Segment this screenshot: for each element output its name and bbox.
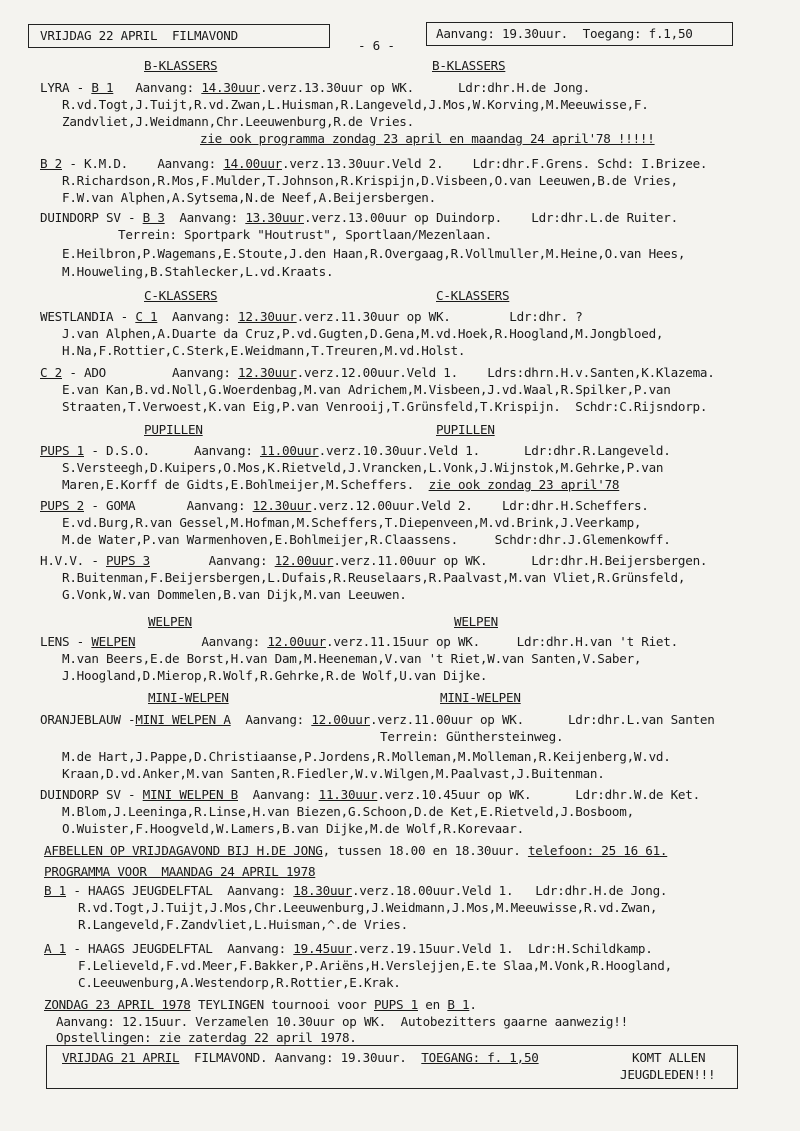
team-line: H.V.V. - PUPS 3 Aanvang: 12.00uur.verz.11.00uur op WK. Ldr:dhr.H.Beijersbergen.	[40, 553, 708, 568]
section-heading: B-KLASSERS	[144, 58, 218, 73]
players-line: F.Lelieveld,F.vd.Meer,F.Bakker,P.Ariëns,H.Verslejjen,E.te Slaa,M.Vonk,R.Hoogland,	[78, 958, 672, 973]
players-line: Straaten,T.Verwoest,K.van Eig,P.van Venrooij,T.Grünsfeld,T.Krispijn. Schdr:C.Rijsndorp.	[62, 399, 708, 414]
players-line: J.Hoogland,D.Mierop,R.Wolf,R.Gehrke,R.de Wolf,U.van Dijke.	[62, 668, 488, 683]
terrein-line: Terrein: Günthersteinweg.	[380, 729, 564, 744]
team-line: WESTLANDIA - C 1 Aanvang: 12.30uur.verz.11.30uur op WK. Ldr:dhr. ?	[40, 309, 583, 324]
players-line: M.van Beers,E.de Borst,H.van Dam,M.Heeneman,V.van 't Riet,W.van Santen,V.Saber,	[62, 651, 642, 666]
players-line: Zandvliet,J.Weidmann,Chr.Leeuwenburg,R.de Vries.	[62, 114, 414, 129]
header-right-text: Aanvang: 19.30uur. Toegang: f.1,50	[436, 26, 693, 41]
section-heading: MINI-WELPEN	[148, 690, 229, 705]
afbellen-line: AFBELLEN OP VRIJDAGAVOND BIJ H.DE JONG, tussen 18.00 en 18.30uur. telefoon: 25 16 61.	[44, 843, 668, 858]
footer-line: VRIJDAG 21 APRIL FILMAVOND. Aanvang: 19.30uur. TOEGANG: f. 1,50	[62, 1050, 539, 1065]
team-line: ORANJEBLAUW -MINI WELPEN A Aanvang: 12.00uur.verz.11.00uur op WK. Ldr:dhr.L.van Santen	[40, 712, 715, 727]
team-line: LYRA - B 1 Aanvang: 14.30uur.verz.13.30uur op WK. Ldr:dhr.H.de Jong.	[40, 80, 590, 95]
players-line: E.vd.Burg,R.van Gessel,M.Hofman,M.Scheffers,T.Diepenveen,M.vd.Brink,J.Veerkamp,	[62, 515, 642, 530]
team-line: C 2 - ADO Aanvang: 12.30uur.verz.12.00uur.Veld 1. Ldrs:dhrn.H.v.Santen,K.Klazema.	[40, 365, 715, 380]
team-line: A 1 - HAAGS JEUGDELFTAL Aanvang: 19.45uur.verz.19.15uur.Veld 1. Ldr:H.Schildkamp.	[44, 941, 653, 956]
section-heading: PUPILLEN	[144, 422, 203, 437]
section-heading: MINI-WELPEN	[440, 690, 521, 705]
footer-komt-allen: KOMT ALLEN	[632, 1050, 706, 1065]
players-line: G.Vonk,W.van Dommelen,B.van Dijk,M.van Leeuwen.	[62, 587, 407, 602]
note-line: zie ook programma zondag 23 april en maandag 24 april'78 !!!!!	[200, 131, 655, 146]
players-line: M.Blom,J.Leeninga,R.Linse,H.van Biezen,G.Schoon,D.de Ket,E.Rietveld,J.Bosboom,	[62, 804, 634, 819]
footer-jeugdleden: JEUGDLEDEN!!!	[620, 1067, 716, 1082]
team-line: B 1 - HAAGS JEUGDELFTAL Aanvang: 18.30uur.verz.18.00uur.Veld 1. Ldr:dhr.H.de Jong.	[44, 883, 668, 898]
players-line: R.vd.Togt,J.Tuijt,R.vd.Zwan,L.Huisman,R.Langeveld,J.Mos,W.Korving,M.Meeuwisse,F.	[62, 97, 649, 112]
players-line: R.vd.Togt,J.Tuijt,J.Mos,Chr.Leeuwenburg,J.Weidmann,J.Mos,M.Meeuwisse,R.vd.Zwan,	[78, 900, 658, 915]
team-line: LENS - WELPEN Aanvang: 12.00uur.verz.11.15uur op WK. Ldr:dhr.H.van 't Riet.	[40, 634, 678, 649]
zondag-line: Aanvang: 12.15uur. Verzamelen 10.30uur op WK. Autobezitters gaarne aanwezig!!	[56, 1014, 628, 1029]
players-line: R.Richardson,R.Mos,F.Mulder,T.Johnson,R.Krispijn,D.Visbeen,O.van Leeuwen,B.de Vries,	[62, 173, 678, 188]
section-heading: C-KLASSERS	[436, 288, 510, 303]
players-line: F.W.van Alphen,A.Sytsema,N.de Neef,A.Beijersbergen.	[62, 190, 436, 205]
team-line: B 2 - K.M.D. Aanvang: 14.00uur.verz.13.30uur.Veld 2. Ldr:dhr.F.Grens. Schd: I.Brizee.	[40, 156, 708, 171]
players-line: M.de Hart,J.Pappe,D.Christiaanse,P.Jordens,R.Molleman,M.Molleman,R.Keijenberg,W.vd.	[62, 749, 671, 764]
players-line: R.Buitenman,F.Beijersbergen,L.Dufais,R.Reuselaars,R.Paalvast,M.van Vliet,R.Grünsfeld,	[62, 570, 686, 585]
players-line: S.Versteegh,D.Kuipers,O.Mos,K.Rietveld,J.Vrancken,L.Vonk,J.Wijnstok,M.Gehrke,P.van	[62, 460, 664, 475]
section-heading: B-KLASSERS	[432, 58, 506, 73]
players-line: M.Houweling,B.Stahlecker,L.vd.Kraats.	[62, 264, 334, 279]
players-line: H.Na,F.Rottier,C.Sterk,E.Weidmann,T.Treuren,M.vd.Holst.	[62, 343, 466, 358]
programma-heading: PROGRAMMA VOOR MAANDAG 24 APRIL 1978	[44, 864, 316, 879]
section-heading: WELPEN	[148, 614, 192, 629]
terrein-line: Terrein: Sportpark "Houtrust", Sportlaan/Mezenlaan.	[118, 227, 492, 242]
players-line: E.van Kan,B.vd.Noll,G.Woerdenbag,M.van Adrichem,M.Visbeen,J.vd.Waal,R.Spilker,P.van	[62, 382, 671, 397]
players-line: Kraan,D.vd.Anker,M.van Santen,R.Fiedler,W.v.Wilgen,M.Paalvast,J.Buitenman.	[62, 766, 605, 781]
team-line: DUINDORP SV - B 3 Aanvang: 13.30uur.verz.13.00uur op Duindorp. Ldr:dhr.L.de Ruiter.	[40, 210, 678, 225]
section-heading: C-KLASSERS	[144, 288, 218, 303]
zondag-line: Opstellingen: zie zaterdag 22 april 1978.	[56, 1030, 357, 1045]
section-heading: PUPILLEN	[436, 422, 495, 437]
players-line: O.Wuister,F.Hoogveld,W.Lamers,B.van Dijke,M.de Wolf,R.Korevaar.	[62, 821, 524, 836]
header-left-text: VRIJDAG 22 APRIL FILMAVOND	[40, 28, 238, 43]
players-line: C.Leeuwenburg,A.Westendorp,R.Rottier,E.Krak.	[78, 975, 401, 990]
players-line: R.Langeveld,F.Zandvliet,L.Huisman,^.de Vries.	[78, 917, 408, 932]
players-line: J.van Alphen,A.Duarte da Cruz,P.vd.Gugten,D.Gena,M.vd.Hoek,R.Hoogland,M.Jongbloed,	[62, 326, 664, 341]
players-line: M.de Water,P.van Warmenhoven,E.Bohlmeijer,R.Claassens. Schdr:dhr.J.Glemenkowff.	[62, 532, 671, 547]
team-line: PUPS 2 - GOMA Aanvang: 12.30uur.verz.12.00uur.Veld 2. Ldr:dhr.H.Scheffers.	[40, 498, 649, 513]
page-number: - 6 -	[358, 38, 395, 53]
players-line: E.Heilbron,P.Wagemans,E.Stoute,J.den Haan,R.Overgaag,R.Vollmuller,M.Heine,O.van Hees,	[62, 246, 686, 261]
zondag-line: ZONDAG 23 APRIL 1978 TEYLINGEN tournooi voor PUPS 1 en B 1.	[44, 997, 477, 1012]
team-line: PUPS 1 - D.S.O. Aanvang: 11.00uur.verz.10.30uur.Veld 1. Ldr:dhr.R.Langeveld.	[40, 443, 671, 458]
team-line: DUINDORP SV - MINI WELPEN B Aanvang: 11.30uur.verz.10.45uur op WK. Ldr:dhr.W.de Ket.	[40, 787, 700, 802]
players-line: Maren,E.Korff de Gidts,E.Bohlmeijer,M.Scheffers. zie ook zondag 23 april'78	[62, 477, 620, 492]
section-heading: WELPEN	[454, 614, 498, 629]
